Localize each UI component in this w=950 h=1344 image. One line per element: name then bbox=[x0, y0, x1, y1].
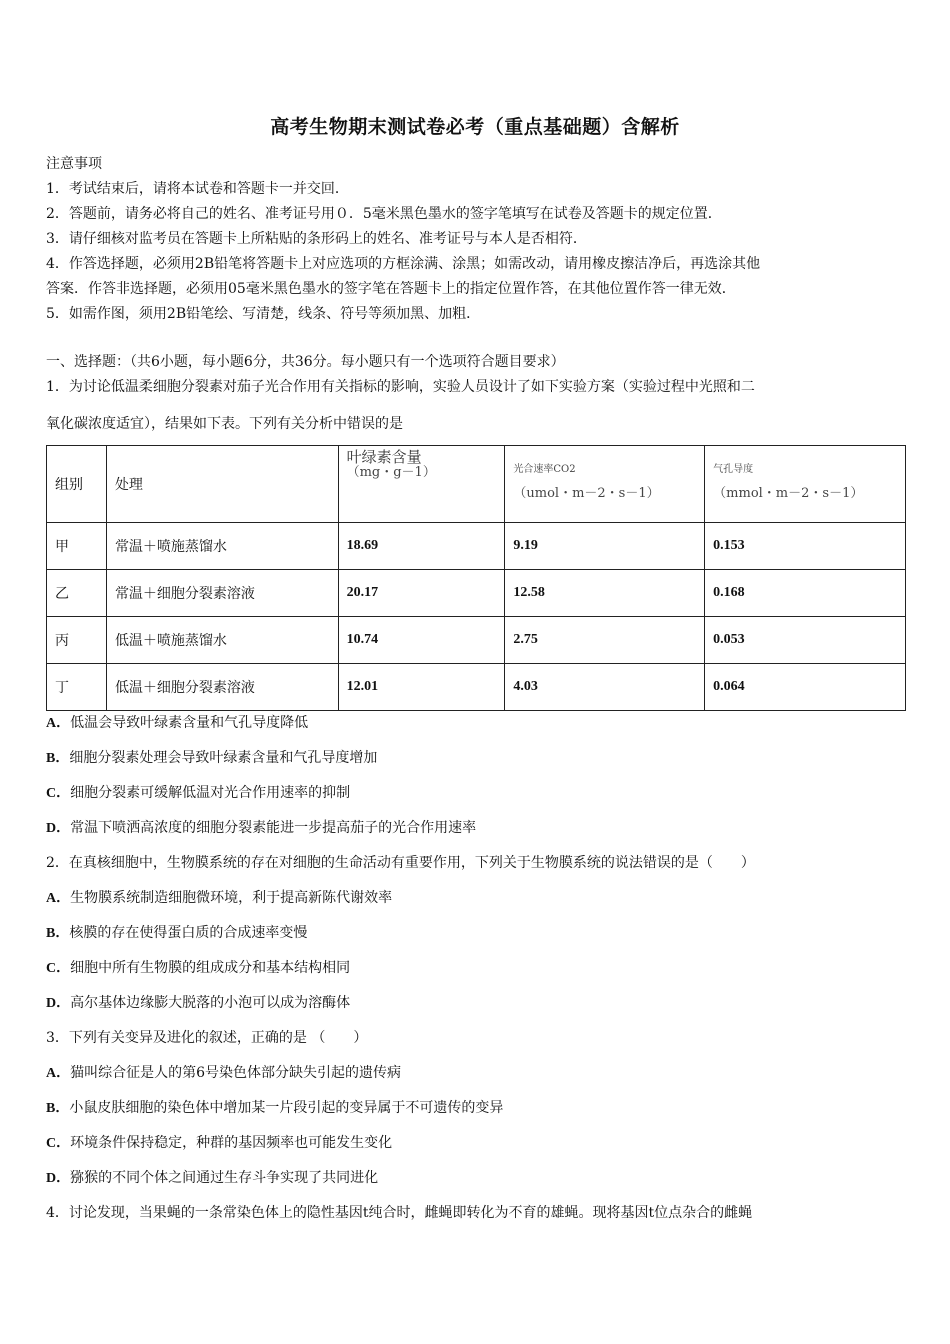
notice-item: 4．作答选择题，必须用2B铅笔将答题卡上对应选项的方框涂满、涂黑；如需改动，请用橡皮擦洁净后，再选涂其他 bbox=[46, 256, 761, 272]
q4-stem: 4．讨论发现，当果蝇的一条常染色体上的隐性基因t纯合时，雌蝇即转化为不育的雄蝇。现将基因t位点杂合的雌蝇 bbox=[46, 1205, 753, 1221]
cell-treatment: 常温＋喷施蒸馏水 bbox=[106, 523, 338, 570]
option-letter: B． bbox=[46, 751, 70, 766]
q3-option-c[interactable] bbox=[46, 1134, 906, 1153]
option-letter: B． bbox=[46, 926, 70, 941]
q1-option-a[interactable] bbox=[46, 714, 906, 733]
q1-data-table bbox=[46, 445, 906, 711]
q1-option-c[interactable] bbox=[46, 784, 906, 803]
option-text: 细胞中所有生物膜的组成成分和基本结构相同 bbox=[70, 960, 351, 976]
option-letter: C． bbox=[46, 1136, 71, 1151]
notice-heading: 注意事项 bbox=[46, 156, 102, 172]
option-text: 低温会导致叶绿素含量和气孔导度降低 bbox=[70, 715, 309, 731]
option-letter: A． bbox=[46, 891, 71, 906]
q2-option-b[interactable] bbox=[46, 924, 906, 943]
cell-stomatal: 0.053 bbox=[705, 617, 906, 664]
header-photosynthesis-sup: 光合速率CO2 bbox=[513, 463, 576, 475]
q1-option-b[interactable] bbox=[46, 749, 906, 768]
cell-photosynthesis: 2.75 bbox=[505, 617, 705, 664]
option-text: 环境条件保持稳定，种群的基因频率也可能发生变化 bbox=[70, 1135, 393, 1151]
option-text: 生物膜系统制造细胞微环境，利于提高新陈代谢效率 bbox=[70, 890, 393, 906]
header-chlorophyll-title: 叶绿素含量 bbox=[346, 448, 422, 466]
option-text: 核膜的存在使得蛋白质的合成速率变慢 bbox=[69, 925, 308, 941]
section-heading: 一、选择题：（共6小题，每小题6分，共36分。每小题只有一个选项符合题目要求） bbox=[46, 354, 565, 370]
notice-item: 1．考试结束后，请将本试卷和答题卡一并交回． bbox=[46, 181, 349, 197]
q2-option-d[interactable] bbox=[46, 994, 906, 1013]
cell-group: 丙 bbox=[47, 617, 107, 664]
header-stomatal-unit-text: （mmol・m－2・s－1） bbox=[713, 485, 864, 501]
header-chlorophyll-unit: （mg・g－1） bbox=[346, 465, 436, 480]
cell-stomatal: 0.168 bbox=[705, 570, 906, 617]
notice-item: 答案．作答非选择题，必须用05毫米黑色墨水的签字笔在答题卡上的指定位置作答，在其他位置作答一律无效． bbox=[46, 281, 736, 297]
cell-treatment: 低温＋细胞分裂素溶液 bbox=[106, 664, 338, 711]
header-photosynthesis bbox=[505, 446, 705, 523]
header-stomatal-unit bbox=[713, 463, 864, 501]
q3-option-a[interactable] bbox=[46, 1064, 906, 1083]
cell-group: 乙 bbox=[47, 570, 107, 617]
header-group: 组别 bbox=[47, 446, 107, 523]
table-row bbox=[47, 570, 906, 617]
table-row bbox=[47, 617, 906, 664]
notice-item: 3．请仔细核对监考员在答题卡上所粘贴的条形码上的姓名、准考证号与本人是否相符． bbox=[46, 231, 587, 247]
option-text: 细胞分裂素处理会导致叶绿素含量和气孔导度增加 bbox=[69, 750, 378, 766]
cell-stomatal: 0.153 bbox=[705, 523, 906, 570]
header-photosynthesis-unit bbox=[513, 463, 660, 501]
q3-option-d[interactable] bbox=[46, 1169, 906, 1188]
header-stomatal-sup: 气孔导度 bbox=[713, 463, 754, 475]
option-letter: C． bbox=[46, 961, 71, 976]
cell-chlorophyll: 10.74 bbox=[338, 617, 505, 664]
option-letter: C． bbox=[46, 786, 71, 801]
cell-chlorophyll: 20.17 bbox=[338, 570, 505, 617]
cell-chlorophyll: 18.69 bbox=[338, 523, 505, 570]
header-chlorophyll bbox=[338, 446, 505, 523]
option-text: 猫叫综合征是人的第6号染色体部分缺失引起的遗传病 bbox=[70, 1065, 402, 1081]
option-letter: B． bbox=[46, 1101, 70, 1116]
notice-item: 5．如需作图，须用2B铅笔绘、写清楚，线条、符号等须加黑、加粗． bbox=[46, 306, 481, 322]
option-text: 细胞分裂素可缓解低温对光合作用速率的抑制 bbox=[70, 785, 351, 801]
page-title: 高考生物期末测试卷必考（重点基础题）含解析 bbox=[270, 116, 680, 138]
q3-stem: 3．下列有关变异及进化的叙述，正确的是 （ ） bbox=[46, 1030, 368, 1046]
option-letter: D． bbox=[46, 821, 71, 836]
cell-chlorophyll: 12.01 bbox=[338, 664, 505, 711]
cell-treatment: 低温＋喷施蒸馏水 bbox=[106, 617, 338, 664]
q1-option-d[interactable] bbox=[46, 819, 906, 838]
option-text: 常温下喷洒高浓度的细胞分裂素能进一步提高茄子的光合作用速率 bbox=[70, 820, 477, 836]
option-text: 小鼠皮肤细胞的染色体中增加某一片段引起的变异属于不可遗传的变异 bbox=[69, 1100, 504, 1116]
header-stomatal bbox=[705, 446, 906, 523]
header-treatment: 处理 bbox=[106, 446, 338, 523]
option-letter: D． bbox=[46, 996, 71, 1011]
table-row bbox=[47, 664, 906, 711]
option-letter: A． bbox=[46, 1066, 71, 1081]
table-row bbox=[47, 523, 906, 570]
cell-treatment: 常温＋细胞分裂素溶液 bbox=[106, 570, 338, 617]
cell-photosynthesis: 9.19 bbox=[505, 523, 705, 570]
q2-stem: 2．在真核细胞中，生物膜系统的存在对细胞的生命活动有重要作用，下列关于生物膜系统的说法错误的是（ ） bbox=[46, 855, 755, 871]
q3-option-b[interactable] bbox=[46, 1099, 906, 1118]
cell-photosynthesis: 4.03 bbox=[505, 664, 705, 711]
cell-stomatal: 0.064 bbox=[705, 664, 906, 711]
option-letter: D． bbox=[46, 1171, 71, 1186]
table-header-row bbox=[47, 446, 906, 523]
cell-group: 甲 bbox=[47, 523, 107, 570]
notice-item: 2．答题前，请务必将自己的姓名、准考证号用０．5毫米黑色墨水的签字笔填写在试卷及答题卡的规定位置． bbox=[46, 206, 722, 222]
option-text: 猕猴的不同个体之间通过生存斗争实现了共同进化 bbox=[70, 1170, 379, 1186]
q1-stem-line1: 1．为讨论低温柔细胞分裂素对茄子光合作用有关指标的影响，实验人员设计了如下实验方案（实验过程中光照和二 bbox=[46, 379, 755, 395]
option-letter: A． bbox=[46, 716, 71, 731]
cell-group: 丁 bbox=[47, 664, 107, 711]
option-text: 高尔基体边缘膨大脱落的小泡可以成为溶酶体 bbox=[70, 995, 351, 1011]
q2-option-c[interactable] bbox=[46, 959, 906, 978]
q1-stem-line2: 氧化碳浓度适宜），结果如下表。下列有关分析中错误的是 bbox=[46, 416, 403, 432]
q2-option-a[interactable] bbox=[46, 889, 906, 908]
header-photosynthesis-unit-text: （umol・m－2・s－1） bbox=[513, 485, 660, 501]
cell-photosynthesis: 12.58 bbox=[505, 570, 705, 617]
